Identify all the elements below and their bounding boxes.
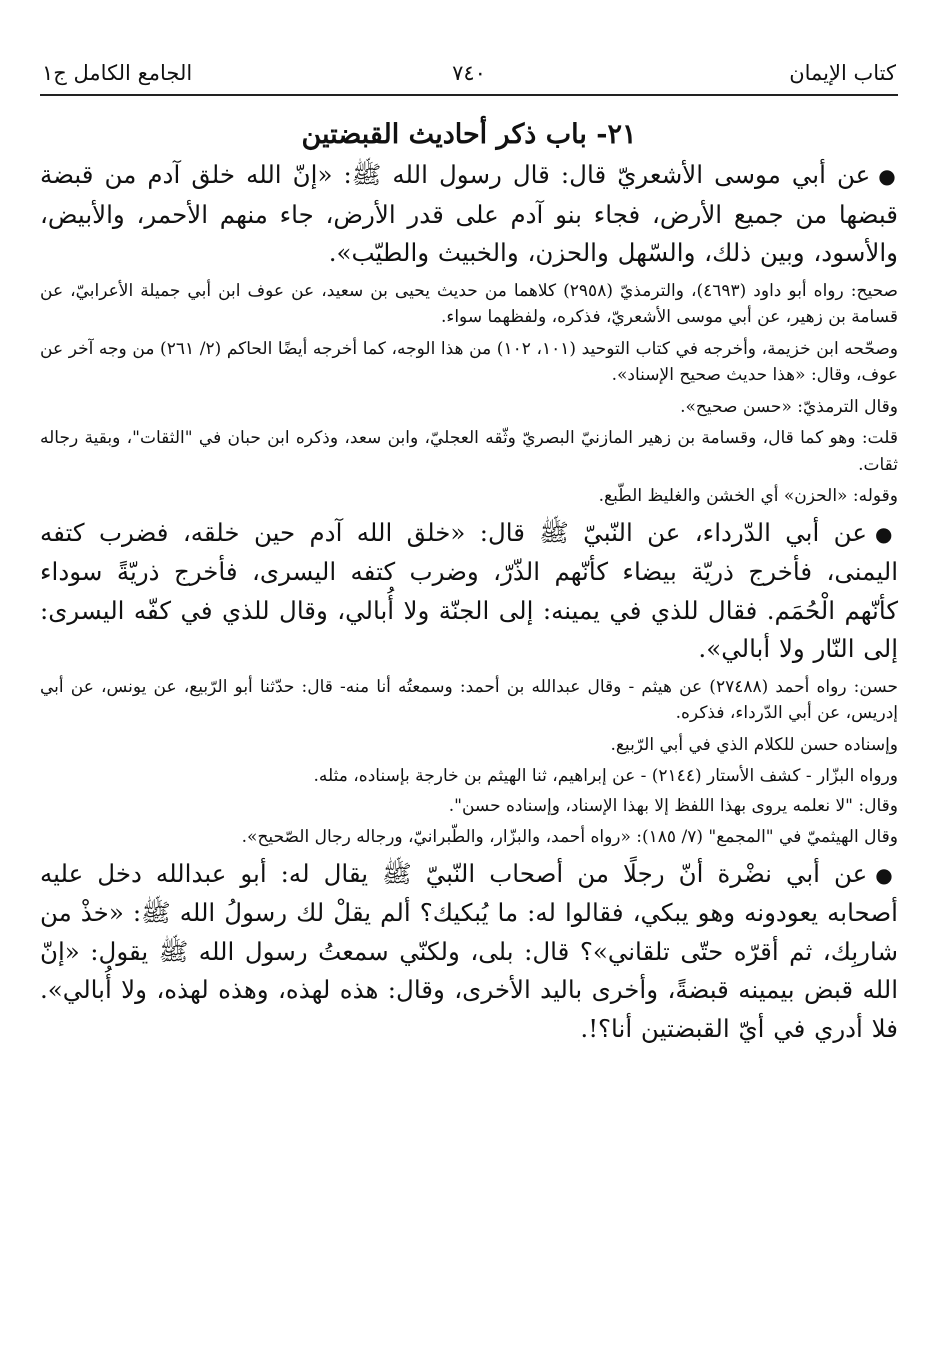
takhrij-note: قلت: وهو كما قال، وقسامة بن زهير المازنيّ البصريّ وثّقه العجليّ، وابن سعد، وذكره ابن حبان في "الثقات"، وبقية رجاله ثقات.: [40, 428, 898, 475]
chapter-title: ٢١- باب ذكر أحاديث القبضتين: [301, 119, 637, 150]
bullet-icon: ●: [874, 521, 898, 546]
takhrij-note: وقال الترمذيّ: «حسن صحيح».: [680, 396, 898, 417]
bullet-icon: ●: [875, 862, 898, 887]
hadith-paragraph: [40, 855, 898, 1049]
hadith-text: عن أبي الدّرداء، عن النّبيّ ﷺ قال: «خلق الله آدم حين خلقه، فضرب كتفه اليمنى، فأخرج ذريّة بيضاء كأنّهم الذّرّ، وضرب كتفه اليسرى، فأخرج ذريّةً سوداء كأنّهم الْحُمَم. فقال للذي في يمينه: إلى الجنّة ولا أُبالي، وقال للذي في كفّه اليسرى: إلى النّار ولا أبالي».: [40, 517, 898, 663]
takhrij-note: وصحّحه ابن خزيمة، وأخرجه في كتاب التوحيد (١٠١، ١٠٢) من هذا الوجه، كما أخرجه أيضًا الحاكم (٢/ ٢٦١) من وجه آخر عن عوف، وقال: «هذا حديث صحيح الإسناد».: [40, 338, 899, 385]
takhrij-note: ورواه البزّار - كشف الأستار (٢١٤٤) - عن إبراهيم، ثنا الهيثم بن خارجة بإسناده، مثله.: [313, 766, 898, 786]
running-header: [40, 50, 898, 96]
hadith-paragraph: [40, 514, 898, 669]
hadith-text: عن أبي موسى الأشعريّ قال: قال رسول الله ﷺ: «إنّ الله خلق آدم من قبضة قبضها من جميع الأرض، فجاء بنو آدم على قدر الأرض، جاء منهم الأحمر، والأبيض، والأسود، وبين ذلك، والسّهل والحزن، والخبيث والطيّب».: [40, 160, 898, 267]
book-page: [40, 50, 898, 1050]
header-volume-title: الجامع الكامل ج١: [42, 61, 193, 85]
takhrij-note: وقال: "لا نعلمه يروى بهذا اللفظ إلا بهذا الإسناد، وإسناده حسن".: [448, 795, 898, 816]
takhrij-note: وقوله: «الحزن» أي الخشن والغليظ الطّبع.: [598, 486, 898, 506]
takhrij-note: وقال الهيثميّ في "المجمع" (٧/ ١٨٥): «رواه أحمد، والبزّار، والطّبرانيّ، ورجاله رجال الصّحيح».: [241, 827, 898, 847]
takhrij-note: وإسناده حسن للكلام الذي في أبي الرّبيع.: [610, 734, 898, 755]
hadith-text: عن أبي نضْرة أنّ رجلًا من أصحاب النّبيّ ﷺ يقال له: أبو عبدالله دخل عليه أصحابه يعودونه وهو يبكي، فقالوا له: ما يُبكيك؟ ألم يقلْ لك رسولُ الله ﷺ: «خذْ من شاربِك، ثم أقرّه حتّى تلقاني»؟ قال: بلى، ولكنّي سمعتُ رسول الله ﷺ يقول: «إنّ الله قبض بيمينه قبضةً، وأخرى باليد الأخرى، وقال: هذه لهذه، وهذه لهذه، ولا أُبالي». فلا أدري في أيّ القبضتين أنا؟!.: [40, 858, 898, 1043]
page-number: ٧٤٠: [452, 61, 486, 85]
takhrij-note: حسن: رواه أحمد (٢٧٤٨٨) عن هيثم - وقال عبدالله بن أحمد: وسمعتُه أنا منه- قال: حدّثنا أبو الرّبيع، عن يونس، عن أبي إدريس، عن أبي الدّرداء، فذكره.: [40, 676, 899, 723]
hadith-paragraph: [40, 156, 898, 273]
takhrij-note: صحيح: رواه أبو داود (٤٦٩٣)، والترمذيّ (٢٩٥٨) كلاهما من حديث يحيى بن سعيد، عن عوف ابن أبي جميلة الأعرابيّ، عن قسامة بن زهير، عن أبي موسى الأشعريّ، فذكره، ولفظهما سواء.: [40, 280, 898, 327]
bullet-icon: ●: [878, 164, 899, 188]
header-book-title: كتاب الإيمان: [789, 61, 896, 85]
